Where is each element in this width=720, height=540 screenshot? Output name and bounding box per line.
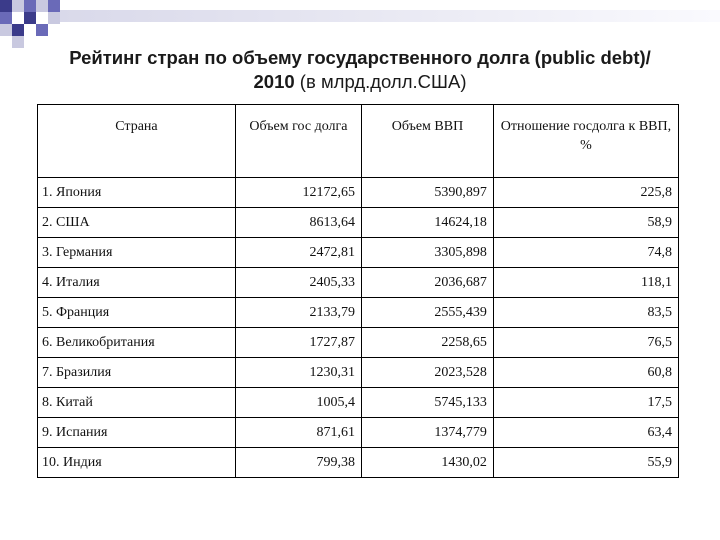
header-ratio: Отношение госдолга к ВВП, % bbox=[493, 105, 678, 178]
gdp-cell: 2555,439 bbox=[362, 298, 494, 328]
ratio-cell: 76,5 bbox=[493, 328, 678, 358]
title-units: (в млрд.долл.США) bbox=[294, 71, 467, 92]
debt-cell: 2133,79 bbox=[235, 298, 361, 328]
header-gdp: Объем ВВП bbox=[362, 105, 494, 178]
country-cell: 5. Франция bbox=[38, 298, 236, 328]
deco-square bbox=[12, 0, 24, 12]
table-header-row bbox=[38, 105, 679, 178]
deco-square bbox=[24, 12, 36, 24]
ratio-cell: 17,5 bbox=[493, 388, 678, 418]
country-cell: 4. Италия bbox=[38, 268, 236, 298]
deco-square bbox=[0, 12, 12, 24]
debt-cell: 8613,64 bbox=[235, 208, 361, 238]
ratio-cell: 225,8 bbox=[493, 178, 678, 208]
gdp-cell: 3305,898 bbox=[362, 238, 494, 268]
table-row bbox=[38, 328, 679, 358]
table-row bbox=[38, 388, 679, 418]
country-cell: 9. Испания bbox=[38, 418, 236, 448]
country-cell: 8. Китай bbox=[38, 388, 236, 418]
deco-square bbox=[36, 0, 48, 12]
gdp-cell: 2023,528 bbox=[362, 358, 494, 388]
header-bar bbox=[60, 10, 720, 22]
gdp-cell: 2036,687 bbox=[362, 268, 494, 298]
ratio-cell: 83,5 bbox=[493, 298, 678, 328]
deco-square bbox=[36, 24, 48, 36]
gdp-cell: 2258,65 bbox=[362, 328, 494, 358]
country-cell: 1. Япония bbox=[38, 178, 236, 208]
debt-cell: 2472,81 bbox=[235, 238, 361, 268]
deco-square bbox=[12, 24, 24, 36]
debt-cell: 1230,31 bbox=[235, 358, 361, 388]
deco-square bbox=[48, 0, 60, 12]
gdp-cell: 1430,02 bbox=[362, 448, 494, 478]
gdp-cell: 14624,18 bbox=[362, 208, 494, 238]
debt-cell: 12172,65 bbox=[235, 178, 361, 208]
country-cell: 2. США bbox=[38, 208, 236, 238]
country-cell: 10. Индия bbox=[38, 448, 236, 478]
table-row bbox=[38, 238, 679, 268]
ratio-cell: 58,9 bbox=[493, 208, 678, 238]
ratio-cell: 74,8 bbox=[493, 238, 678, 268]
deco-square bbox=[0, 24, 12, 36]
ratio-cell: 60,8 bbox=[493, 358, 678, 388]
ratio-cell: 63,4 bbox=[493, 418, 678, 448]
debt-cell: 1005,4 bbox=[235, 388, 361, 418]
ratio-cell: 118,1 bbox=[493, 268, 678, 298]
country-cell: 6. Великобритания bbox=[38, 328, 236, 358]
deco-square bbox=[24, 0, 36, 12]
table-row bbox=[38, 418, 679, 448]
deco-square bbox=[48, 12, 60, 24]
country-cell: 7. Бразилия bbox=[38, 358, 236, 388]
gdp-cell: 1374,779 bbox=[362, 418, 494, 448]
debt-cell: 799,38 bbox=[235, 448, 361, 478]
deco-square bbox=[0, 0, 12, 12]
debt-table bbox=[37, 104, 679, 478]
slide-title bbox=[30, 46, 690, 94]
debt-cell: 871,61 bbox=[235, 418, 361, 448]
table-row bbox=[38, 208, 679, 238]
table-row bbox=[38, 178, 679, 208]
header-debt: Объем гос долга bbox=[235, 105, 361, 178]
deco-square bbox=[12, 36, 24, 48]
gdp-cell: 5390,897 bbox=[362, 178, 494, 208]
gdp-cell: 5745,133 bbox=[362, 388, 494, 418]
table-row bbox=[38, 448, 679, 478]
header-country: Страна bbox=[38, 105, 236, 178]
debt-cell: 1727,87 bbox=[235, 328, 361, 358]
table-row bbox=[38, 268, 679, 298]
ratio-cell: 55,9 bbox=[493, 448, 678, 478]
country-cell: 3. Германия bbox=[38, 238, 236, 268]
debt-cell: 2405,33 bbox=[235, 268, 361, 298]
table-row bbox=[38, 358, 679, 388]
title-year: 2010 bbox=[253, 71, 295, 92]
table-row bbox=[38, 298, 679, 328]
title-line-1: Рейтинг стран по объему государственного долга (public debt)/ bbox=[69, 47, 651, 68]
